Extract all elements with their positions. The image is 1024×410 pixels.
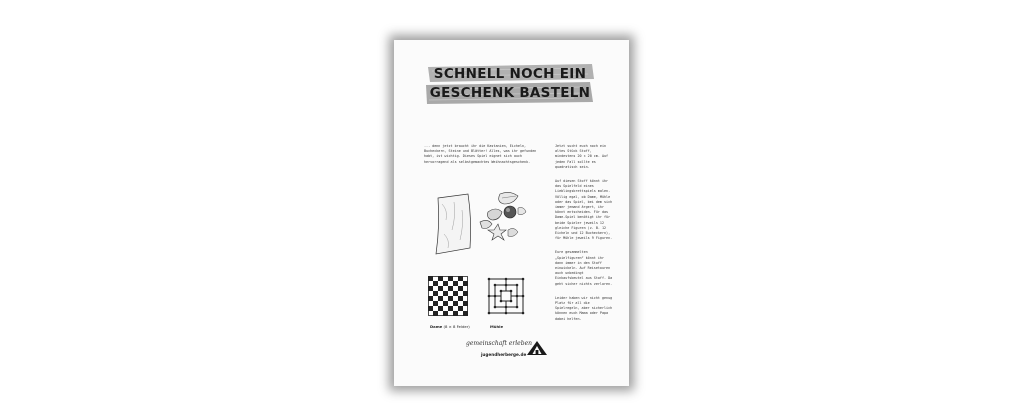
muehle-caption-label: Mühle <box>490 324 504 329</box>
muehle-caption <box>490 324 503 329</box>
dame-board-drawing <box>428 276 468 316</box>
logo-slogan: gemeinschaft erleben <box>466 340 532 347</box>
dame-caption-label: Dame <box>430 324 443 329</box>
dame-caption <box>430 324 470 329</box>
instructions-paragraph-4: Leider haben wir nicht genug Platz für all die Spielregeln, aber sicherlich können euch Mama oder Papa dabei helfen. <box>555 295 613 321</box>
instructions-paragraph-2: Auf diesen Stoff könnt ihr das Spielfeld eines Lieblingsbrettspiels malen. Völlig egal, ob Dame, Mühle oder das Spiel, bei dem sich immer jemand ärgert, ihr könnt entscheiden. Für das Dame-Spiel benötigt ihr für beide Spieler jeweils 12 gleiche Figuren (z. B. 12 Eicheln und 12 Bucheckern), für Mühle jeweils 9 Figuren. <box>555 179 613 241</box>
document-page <box>394 40 629 386</box>
intro-paragraph: ... denn jetzt braucht ihr die Kastanien, Eicheln, Bucheckern, Steine und Blätter! Alles, was ihr gefunden habt, ist wichtig. Dieses Spiel eignet sich auch hervorragend als selbstgemachtes Weihnachtsgeschenk. <box>424 144 537 164</box>
instructions-paragraph-3: Eure gesammelten „Spielfiguren“ könnt ihr dann immer in den Stoff einwickeln. Auf Reisetouren auch unbedingt Einkaufsbeutel aus Stoff. Da geht sicher nichts verloren. <box>555 250 613 286</box>
house-triangle-icon <box>526 340 548 356</box>
logo-url: jugendherberge.de <box>481 352 527 357</box>
cloth-and-nuts-illustration <box>426 190 556 270</box>
page-title-line-2: GESCHENK BASTELN <box>429 85 591 101</box>
instructions-column <box>555 144 613 329</box>
muehle-board-drawing <box>486 276 526 316</box>
instructions-paragraph-1: Jetzt sucht euch noch ein altes Stück Stoff, mindestens 20 × 20 cm. Auf jeden Fall sollte es quadratisch sein. <box>555 144 609 169</box>
dame-caption-detail: (8 × 8 Felder) <box>443 324 470 329</box>
title-block <box>424 62 594 106</box>
page-title-line-1: SCHNELL NOCH EIN <box>433 66 587 82</box>
